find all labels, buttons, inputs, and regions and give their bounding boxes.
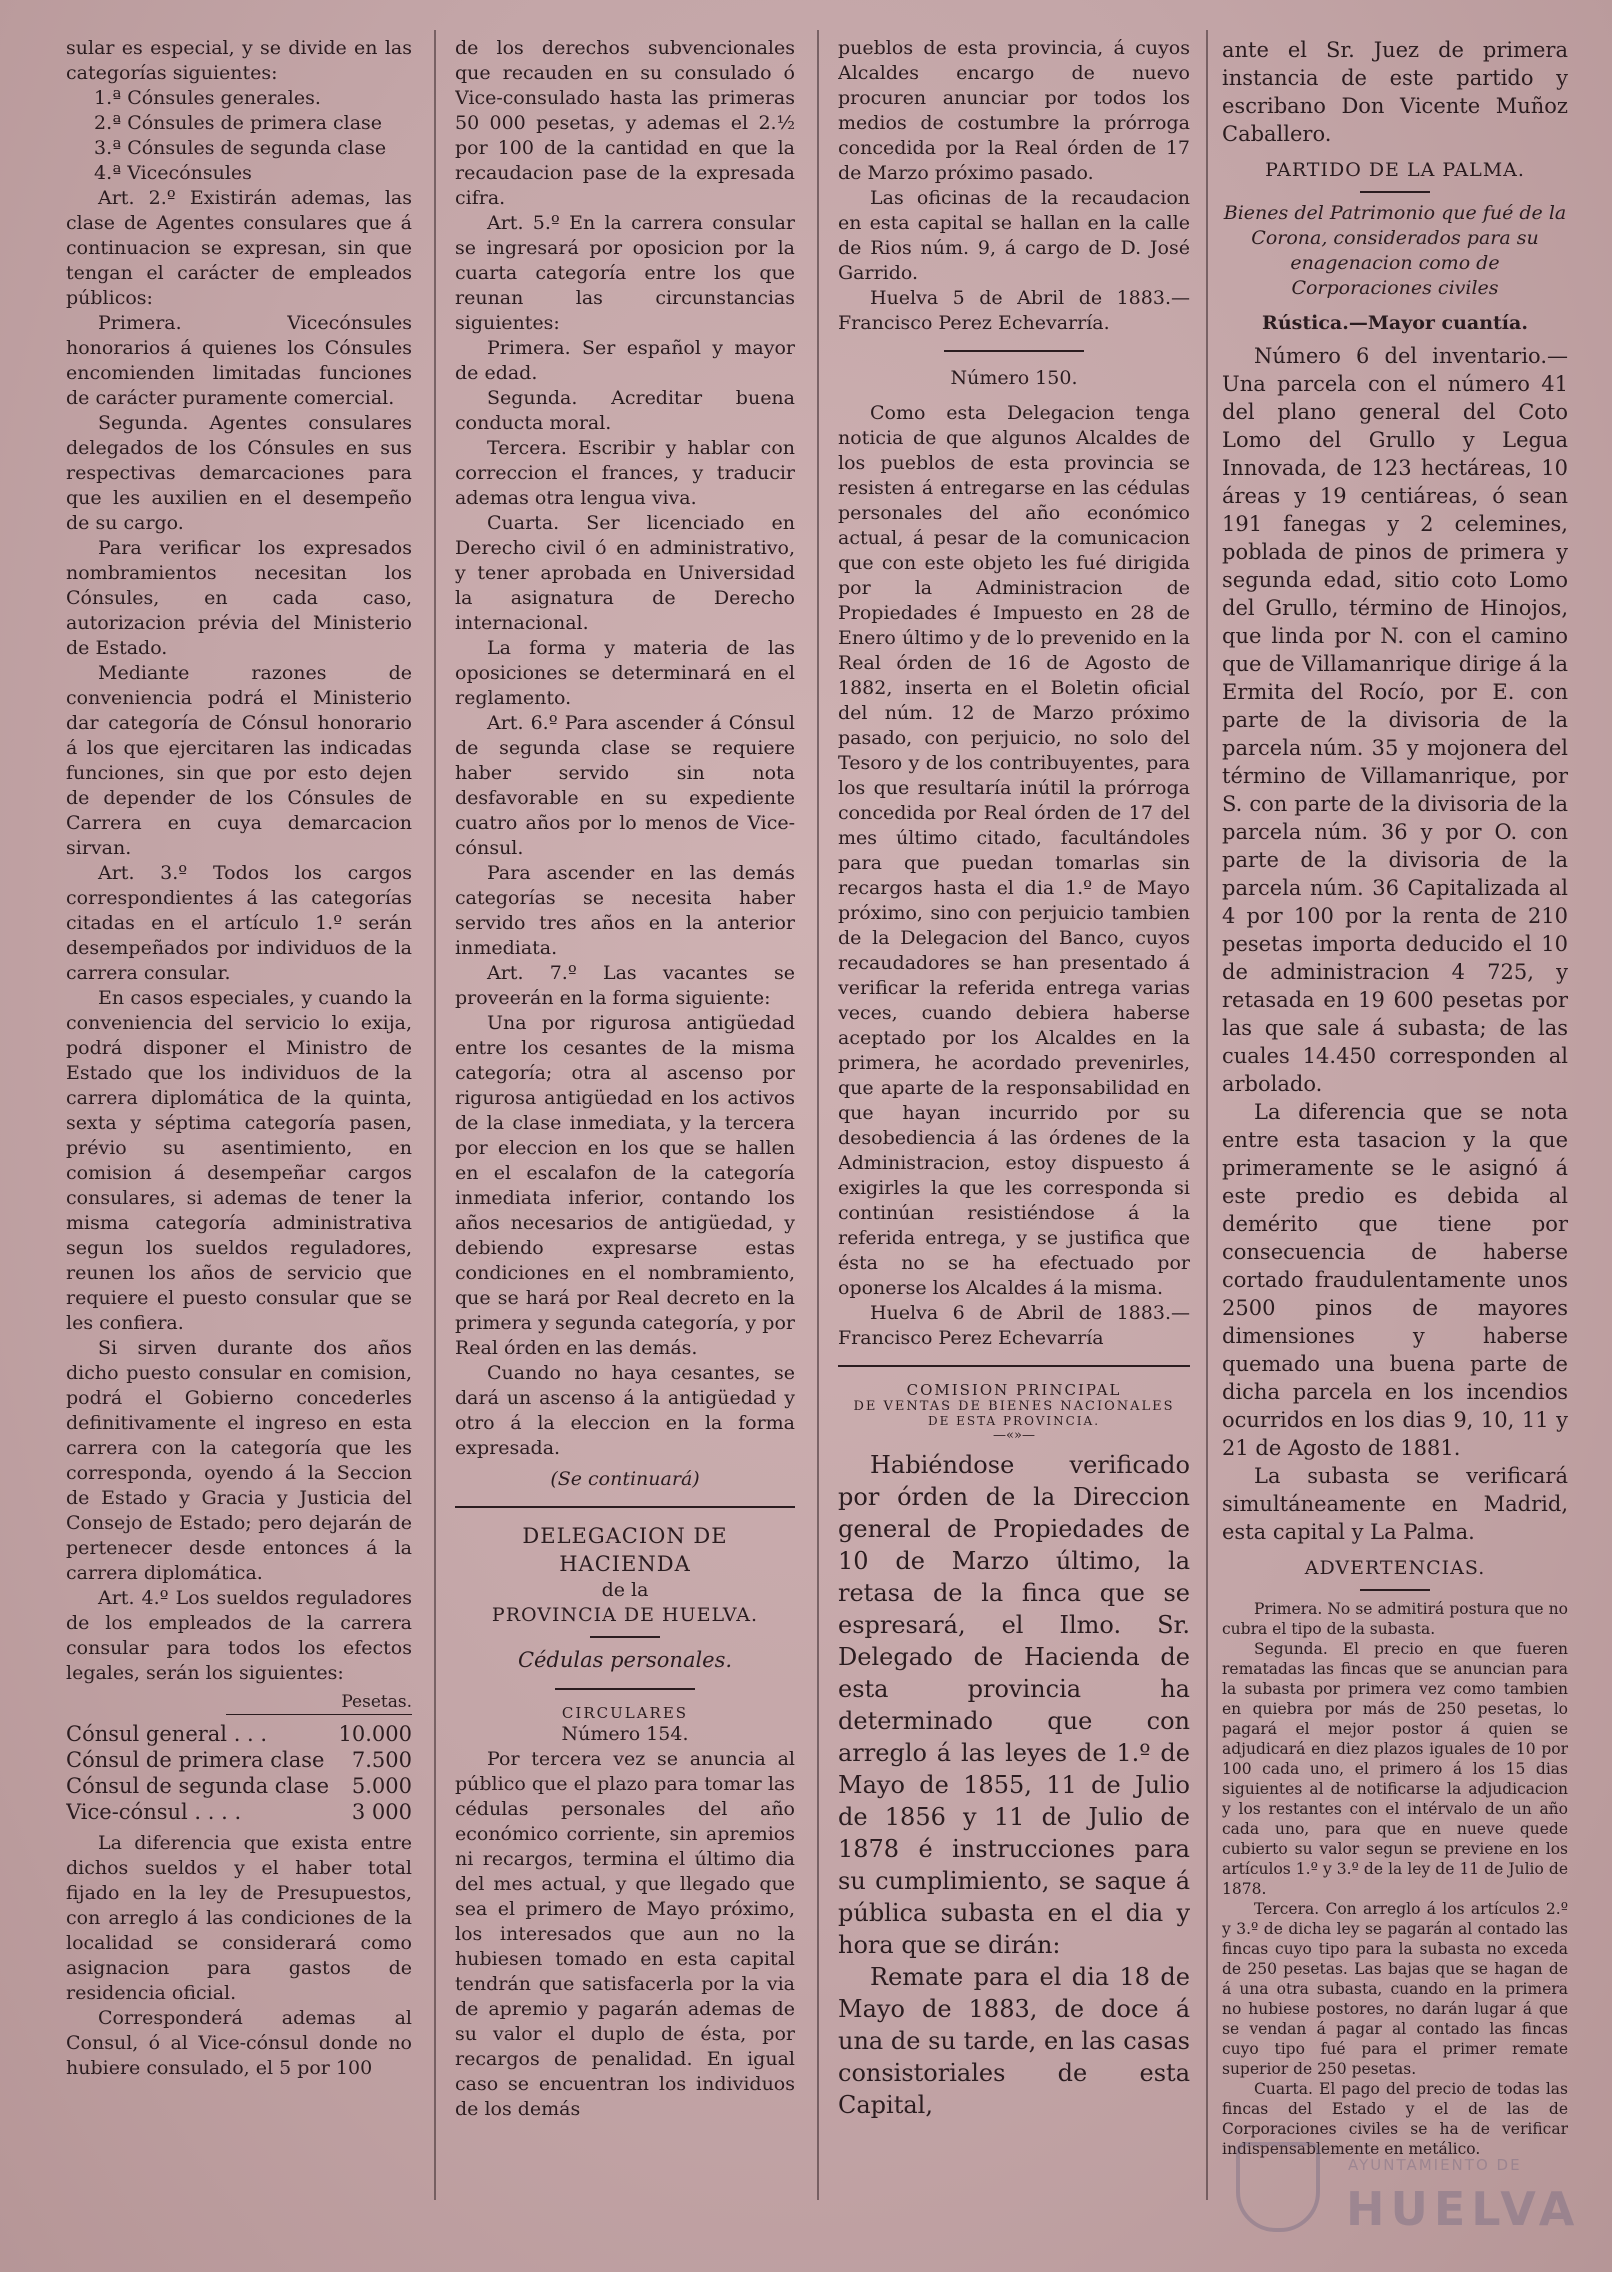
section-subheading: Bienes del Patrimonio que fué de la Corona, considerados para su enagenacion como de Corporaciones civiles [1223,202,1567,299]
paragraph: ante el Sr. Juez de primera instancia de este partido y escribano Don Vicente Muñoz Caballero. [1222,38,1568,146]
table-cell: 3 000 [351,1800,412,1824]
section-heading: PROVINCIA DE HUELVA. [491,1604,759,1626]
ornament: —«»— [993,1428,1035,1443]
paragraph: Art. 2.º Existirán ademas, las clase de Agentes consulares que á continuacion se expresan, sin que tengan el carácter de empleados públicos: [66,187,412,309]
section-heading: DELEGACION DE HACIENDA [522,1524,728,1576]
table-row [66,1773,412,1799]
paragraph: Habiéndose verificado por órden de la Direccion general de Propiedades de 10 de Marzo último, la retasa de la finca que se espresará, el Ilmo. Sr. Delegado de Hacienda de esta provincia ha determinado que con arreglo á las leyes de 1.º de Mayo de 1855, 11 de Julio de 1856 y 11 de Julio de 1878 é instrucciones para su cumplimiento, se saque á pública subasta en el dia y hora que se dirán: [838,1451,1190,1959]
signature-line: Huelva 6 de Abril de 1883.—Francisco Perez Echevarría [838,1302,1190,1349]
list-item: 3.ª Cónsules de segunda clase [94,137,387,159]
list-item: 4.ª Vicecónsules [94,162,252,184]
paragraph: Art. 6.º Para ascender á Cónsul de segunda clase se requiere haber servido sin nota desfavorable en su expediente cuatro años por lo menos de Vice-cónsul. [455,712,795,859]
notice-number: Número 150. [950,367,1078,389]
section-subheading: Rústica.—Mayor cuantía. [1262,312,1528,334]
paragraph: Primera. Vicecónsules honorarios á quienes los Cónsules encomienden limitadas funciones de carácter puramente comercial. [66,312,412,409]
section-subheading: Cédulas personales. [517,1648,733,1672]
paragraph: de los derechos subvencionales que recauden en su consulado ó Vice-consulado hasta las primeras 50 000 pesetas, y ademas el 2.½ por 100 de la cantidad en que la recaudacion pase de la expresada cifra. [455,37,795,209]
paragraph: Cuarta. Ser licenciado en Derecho civil ó en administrativo, y tener aprobada en Universidad la asignatura de Derecho internacional. [455,512,795,634]
paragraph: Mediante razones de conveniencia podrá el Ministerio dar categoría de Cónsul honorario á los que ejercitaren las indicadas funciones, sin que por esto dejen de depender de los Cónsules de Carrera en cuya demarcacion sirvan. [66,662,412,859]
column-rule [1206,30,1208,2200]
paragraph: pueblos de esta provincia, á cuyos Alcaldes encargo de nuevo procuren anunciar por todos los medios de costumbre la prórroga concedida por la Real órden de 17 de Marzo próximo pasado. [838,37,1190,184]
pay-table-header: Pesetas. [226,1692,412,1715]
section-heading: DE ESTA PROVINCIA. [927,1414,1101,1428]
section-heading: de la [601,1579,649,1601]
city-seal-icon [1236,2142,1320,2232]
paragraph: Las oficinas de la recaudacion en esta capital se hallan en la calle de Rios núm. 9, á cargo de D. José Garrido. [838,187,1190,284]
signature-line: Huelva 5 de Abril de 1883.—Francisco Perez Echevarría. [838,287,1190,334]
section-heading: PARTIDO DE LA PALMA. [1265,159,1525,181]
paragraph: Art. 7.º Las vacantes se proveerán en la forma siguiente: [455,962,795,1009]
section-rule [455,1506,795,1508]
paragraph: La diferencia que se nota entre esta tasacion y la que primeramente se le asignó á este predio es debida al demérito que tiene por consecuencia de haberse cortado fraudulentamente unos 2500 pinos de mayores dimensiones y haberse quemado una buena parte de dicha parcela en los incendios ocurridos en los dias 9, 10, 11 y 21 de Agosto de 1881. [1222,1100,1568,1460]
paragraph: Art. 4.º Los sueldos reguladores de los empleados de la carrera consular para todos los efectos legales, serán los siguientes: [66,1587,412,1684]
paragraph: Segunda. Acreditar buena conducta moral. [455,387,795,434]
paragraph: Para ascender en las demás categorías se necesita haber servido tres años en la anterior inmediata. [455,862,795,959]
table-row [66,1721,412,1747]
notice-number: Número 154. [561,1723,689,1745]
list-item: 2.ª Cónsules de primera clase [94,112,383,134]
table-row [66,1799,412,1825]
paragraph: Art. 3.º Todos los cargos correspondientes á las categorías citadas en el artículo 1.º serán desempeñados por individuos de la carrera consular. [66,862,412,984]
section-heading: CIRCULARES [561,1704,689,1722]
paragraph: sular es especial, y se divide en las categorías siguientes: [66,37,412,84]
paragraph: Art. 5.º En la carrera consular se ingresará por oposicion por la cuarta categoría entre los que reunan las circunstancias siguientes: [455,212,795,334]
paragraph: Tercera. Escribir y hablar con correccion el frances, y traducir ademas otra lengua viva. [455,437,795,509]
table-cell: Cónsul de primera clase [66,1748,325,1772]
paragraph: Cuando no haya cesantes, se dará un ascenso á la antigüedad y otro á la eleccion en la forma expresada. [455,1362,795,1459]
section-heading: ADVERTENCIAS. [1304,1557,1486,1579]
paragraph: Remate para el dia 18 de Mayo de 1883, de doce á una de su tarde, en las casas consistoriales de esta Capital, [838,1963,1190,2119]
column-2 [455,36,795,2216]
watermark-subtitle: AYUNTAMIENTO DE [1348,2156,1522,2174]
separator [590,1636,660,1638]
paragraph: Una por rigurosa antigüedad entre los cesantes de la misma categoría; otra al ascenso por rigurosa antigüedad en los activos de la clase inmediata, y la tercera por eleccion en los que se hallen en el escalafon de la categoría inmediata inferior, contando los años necesarios de antigüedad, y debiendo expresarse estas condiciones en el nombramiento, que se hará por Real decreto en la primera y segunda categoría, y por Real órden en las demás. [455,1012,795,1359]
list-item: 1.ª Cónsules generales. [94,87,321,109]
separator [1360,1589,1430,1591]
column-1 [66,36,412,2216]
separator [1360,191,1430,193]
separator [944,350,1084,352]
paragraph: Corresponderá ademas al Consul, ó al Vice-cónsul donde no hubiere consulado, el 5 por 100 [66,2007,412,2079]
paragraph: Segunda. El precio en que fueren rematadas las fincas que se anuncian para la subasta por primera vez como tambien en quiebra por más de 250 pesetas, lo pagará el mejor postor á quien se adjudicará en diez plazos iguales de 10 por 100 cada uno, el primero á los 15 dias siguientes al de notificarse la adjudicacion y los restantes con el intérvalo de un año cada uno, para que en nueve quede cubierto su valor segun se previene en los artículos 1.º y 3.º de la ley de 11 de Julio de 1878. [1222,1640,1568,1898]
continued-note: (Se continuará) [550,1468,700,1490]
column-3 [838,36,1190,2216]
table-cell: Cónsul de segunda clase [66,1774,330,1798]
table-row [66,1747,412,1773]
column-rule [817,30,819,2200]
column-rule [434,30,436,2200]
paragraph: Tercera. Con arreglo á los artículos 2.º y 3.º de dicha ley se pagarán al contado las fincas cuyo tipo para la subasta no exceda de 250 pesetas. Las bajas que se hagan de á una otra subasta, cuando en la primera no hubiese postores, no darán lugar á que se vendan á pagar al contado las fincas cuyo tipo fué para el primer remate superior de 250 pesetas. [1222,1900,1568,2078]
paragraph: Segunda. Agentes consulares delegados de los Cónsules en sus respectivas demarcaciones para que les auxilien en el desempeño de su cargo. [66,412,412,534]
table-cell: Vice-cónsul . . . . [66,1800,242,1824]
salary-table [66,1721,412,1825]
section-rule [838,1365,1190,1367]
table-cell: 5.000 [351,1774,412,1798]
paragraph: Si sirven durante dos años dicho puesto consular en comision, podrá el Gobierno concederles definitivamente el ingreso en esta carrera con la categoría que les corresponda, oyendo á la Seccion de Estado y Gracia y Justicia del Consejo de Estado; pero dejarán de pertenecer desde entonces á la carrera diplomática. [66,1337,412,1584]
watermark-text: HUELVA [1346,2182,1581,2236]
column-4 [1222,36,1568,2216]
paragraph: Primera. No se admitirá postura que no cubra el tipo de la subasta. [1222,1600,1568,1638]
paragraph: Primera. Ser español y mayor de edad. [455,337,795,384]
paragraph: La subasta se verificará simultáneamente en Madrid, esta capital y La Palma. [1222,1464,1568,1544]
separator [555,1688,695,1690]
section-heading: DE VENTAS DE BIENES NACIONALES [853,1399,1175,1414]
paragraph: Para verificar los expresados nombramientos necesitan los Cónsules, en cada caso, autorizacion prévia del Ministerio de Estado. [66,537,412,659]
paragraph: Número 6 del inventario.—Una parcela con el número 41 del plano general del Coto Lomo del Grullo y Legua Innovada, de 123 hectáreas, 10 áreas y 19 centiáreas, ó sean 191 fanegas y 2 celemines, poblada de pinos de primera y segunda edad, sitio coto Lomo del Grullo, término de Hinojos, que linda por N. con el camino que de Villamanrique dirige á la Ermita del Rocío, por E. con parte de la divisoria de la parcela núm. 35 y mojonera del término de Villamanrique, por S. con parte de la divisoria de la parcela núm. 36 y por O. con parte de la divisoria de la parcela núm. 36 Capitalizada al 4 por 100 por la renta de 210 pesetas importa deducido el 10 de administracion 4 725, y retasada en 19 600 pesetas por las que sale á subasta; de las cuales 14.450 corresponden al arbolado. [1222,344,1568,1096]
archive-watermark [1236,2138,1581,2238]
paragraph: En casos especiales, y cuando la conveniencia del servicio lo exija, podrá disponer el Ministro de Estado que los individuos de la carrera diplomática de la quinta, sexta y séptima categoría pasen, prévio su asentimiento, en comision á desempeñar cargos consulares, si ademas de tener la misma categoría administrativa segun los sueldos reguladores, reunen los años de servicio que requiere el puesto consular que se les confiera. [66,987,412,1334]
table-cell: Cónsul general . . . [66,1722,268,1746]
paragraph: La forma y materia de las oposiciones se determinará en el reglamento. [455,637,795,709]
paragraph: Como esta Delegacion tenga noticia de que algunos Alcaldes de los pueblos de esta provincia se resisten á entregarse en las cédulas personales del año económico actual, á pesar de la comunicacion que con este objeto les fué dirigida por la Administracion de Propiedades é Impuesto en 28 de Enero último y de lo prevenido en la Real órden de 16 de Agosto de 1882, inserta en el Boletin oficial del núm. 12 de Marzo próximo pasado, con perjuicio, no solo del Tesoro y de los contribuyentes, para los que resultaría inútil la prórroga concedida por Real órden de 17 del mes último citado, facultándoles para que puedan tomarlas sin recargos hasta el dia 1.º de Mayo próximo, sino con perjuicio tambien de la Delegacion del Banco, cuyos recaudadores se han presentado á verificar la referida entrega varias veces, cuando debiera haberse aceptado por los Alcaldes en la primera, he acordado prevenirles, que aparte de la responsabilidad en que hayan incurrido por su desobediencia á las órdenes de la Administracion, estoy dispuesto á exigirles la que les corresponda si continúan resistiéndose á la referida entrega, y se justifica que ésta no se ha efectuado por oponerse los Alcaldes á la misma. [838,402,1190,1299]
paragraph: Por tercera vez se anuncia al público que el plazo para tomar las cédulas personales del año económico corriente, sin apremios ni recargos, termina el último dia del mes actual, y que llegado que sea el primero de Mayo próximo, los interesados que aun no la hubiesen tomado en esta capital tendrán que satisfacerla por la via de apremio y pagarán ademas de su valor el duplo de ésta, por recargos de penalidad. En igual caso se encuentran los individuos de los demás [455,1748,795,2120]
table-cell: 7.500 [351,1748,412,1772]
section-heading: COMISION PRINCIPAL [906,1381,1122,1399]
paragraph: Cuarta. El pago del precio de todas las fincas del Estado y el de las de Corporaciones civiles se ha de verificar indispensablemente en metálico. [1222,2080,1568,2158]
table-cell: 10.000 [338,1722,412,1746]
paragraph: La diferencia que exista entre dichos sueldos y el haber total fijado en la ley de Presupuestos, con arreglo á las condiciones de la localidad se considerará como asignacion para gastos de residencia oficial. [66,1832,412,2004]
